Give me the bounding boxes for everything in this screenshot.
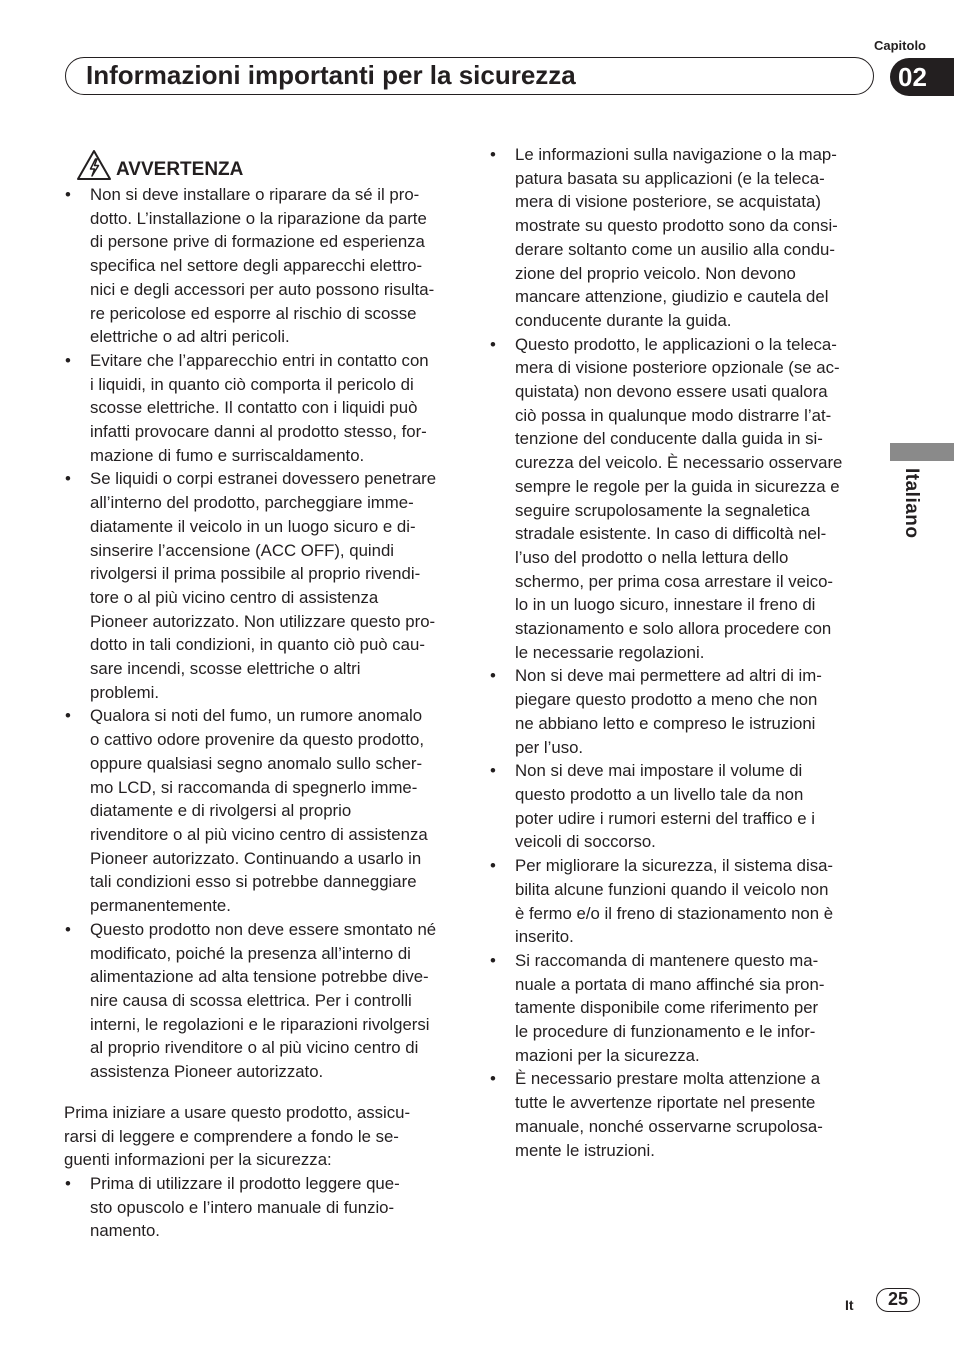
list-item: • Non si deve installare o riparare da sé il pro- dotto. L’installazione o la riparazione da parte di persone prive di formazione ed esperienza specifica nel settore degli apparecchi elettro- nici e degli accessori per auto possono risulta- re pericolose ed esporre al rischio di scosse elettriche o ad altri pericoli.	[64, 183, 456, 349]
list-item: • Prima di utilizzare il prodotto leggere que- sto opuscolo e l’intero manuale di funzio- namento.	[64, 1172, 456, 1243]
list-item: • Qualora si noti del fumo, un rumore anomalo o cattivo odore provenire da questo prodotto, oppure qualsiasi segno anomalo sullo scher- mo LCD, si raccomanda di spegnerlo imme- diatamente e di rivolgersi al proprio rivenditore o al più vicino centro di assistenza Pioneer autorizzato. Continuando a usarlo in tali condizioni esso si potrebbe danneggiare permanentemente.	[64, 704, 456, 917]
list-item: • È necessario prestare molta attenzione a tutte le avvertenze riportate nel presente manuale, nonché osservarne scrupolosa- mente le istruzioni.	[489, 1067, 881, 1162]
list-item: • Questo prodotto, le applicazioni o la teleca- mera di visione posteriore opzionale (se ac- quistata) non devono essere usati qualora ciò possa in qualunque modo distrarre l’at- tenzione del conducente dalla guida in si- curezza del veicolo. È necessario osservare sempre le regole per la guida in sicurezza e seguire scrupolosamente la segnaletica stradale esistente. In caso di difficoltà nel- l’uso del prodotto o nella lettura dello schermo, per prima cosa arrestare il veico- lo in un luogo sicuro, innestare il freno di stazionamento e solo allora procedere con le necessarie regolazioni.	[489, 333, 881, 665]
language-tab-marker	[890, 443, 954, 461]
list-item: • Per migliorare la sicurezza, il sistema disa- bilita alcune funzioni quando il veicolo non è fermo e/o il freno di stazionamento non è inserito.	[489, 854, 881, 949]
warning-title: AVVERTENZA	[116, 159, 244, 180]
page-title: Informazioni importanti per la sicurezza	[86, 60, 576, 90]
list-item: • Questo prodotto non deve essere smontato né modificato, poiché la presenza all’interno di alimentazione ad alta tensione potrebbe dive- nire causa di scossa elettrica. Per i controlli interni, le regolazioni e le riparazioni rivolgersi al proprio rivenditore o al più vicino centro di assistenza Pioneer autorizzato.	[64, 918, 456, 1084]
language-code: It	[845, 1297, 854, 1313]
page-number: 25	[876, 1288, 920, 1312]
list-item: • Si raccomanda di mantenere questo ma- nuale a portata di mano affinché sia pron- tamente disponibile come riferimento per le procedure di funzionamento e le infor- mazioni per la sicurezza.	[489, 949, 881, 1068]
electric-warning-icon	[76, 149, 112, 181]
intro-paragraph: Prima iniziare a usare questo prodotto, assicu- rarsi di leggere e comprendere a fondo le se- guenti informazioni per la sicurezza:	[64, 1103, 411, 1170]
safety-list	[489, 143, 881, 1162]
list-item: • Se liquidi o corpi estranei dovessero penetrare all’interno del prodotto, parcheggiare imme- diatamente il veicolo in un luogo sicuro e di- sinserire l’accensione (ACC OFF), quindi rivolgersi il prima possibile al proprio rivendi- tore o al più vicino centro di assistenza Pioneer autorizzato. Non utilizzare questo pro- dotto in tali condizioni, in quanto ciò può cau- sare incendi, scosse elettriche o altri problemi.	[64, 467, 456, 704]
warning-list	[64, 183, 456, 1084]
chapter-label: Capitolo	[874, 38, 926, 53]
list-item: • Evitare che l’apparecchio entri in contatto con i liquidi, in quanto ciò comporta il pericolo di scosse elettriche. Il contatto con i liquidi può infatti provocare danni al prodotto stesso, for- mazione di fumo e surriscaldamento.	[64, 349, 456, 468]
list-item: • Non si deve mai impostare il volume di questo prodotto a un livello tale da non poter udire i rumori esterni del traffico e i veicoli di soccorso.	[489, 759, 881, 854]
language-tab-label: Italiano	[901, 468, 922, 539]
list-item: • Le informazioni sulla navigazione o la map- patura basata su applicazioni (e la teleca- mera di visione posteriore, se acquistata) mostrate su questo prodotto sono da consi- derare soltanto come un ausilio alla condu- zione del proprio veicolo. Non devono mancare attenzione, giudizio e cautela del conducente durante la guida.	[489, 143, 881, 333]
chapter-number-badge: 02	[890, 58, 954, 96]
title-bar	[65, 57, 874, 95]
warning-heading	[76, 147, 243, 181]
intro-list	[64, 1172, 456, 1243]
list-item: • Non si deve mai permettere ad altri di im- piegare questo prodotto a meno che non ne abbiano letto e compreso le istruzioni per l’uso.	[489, 664, 881, 759]
